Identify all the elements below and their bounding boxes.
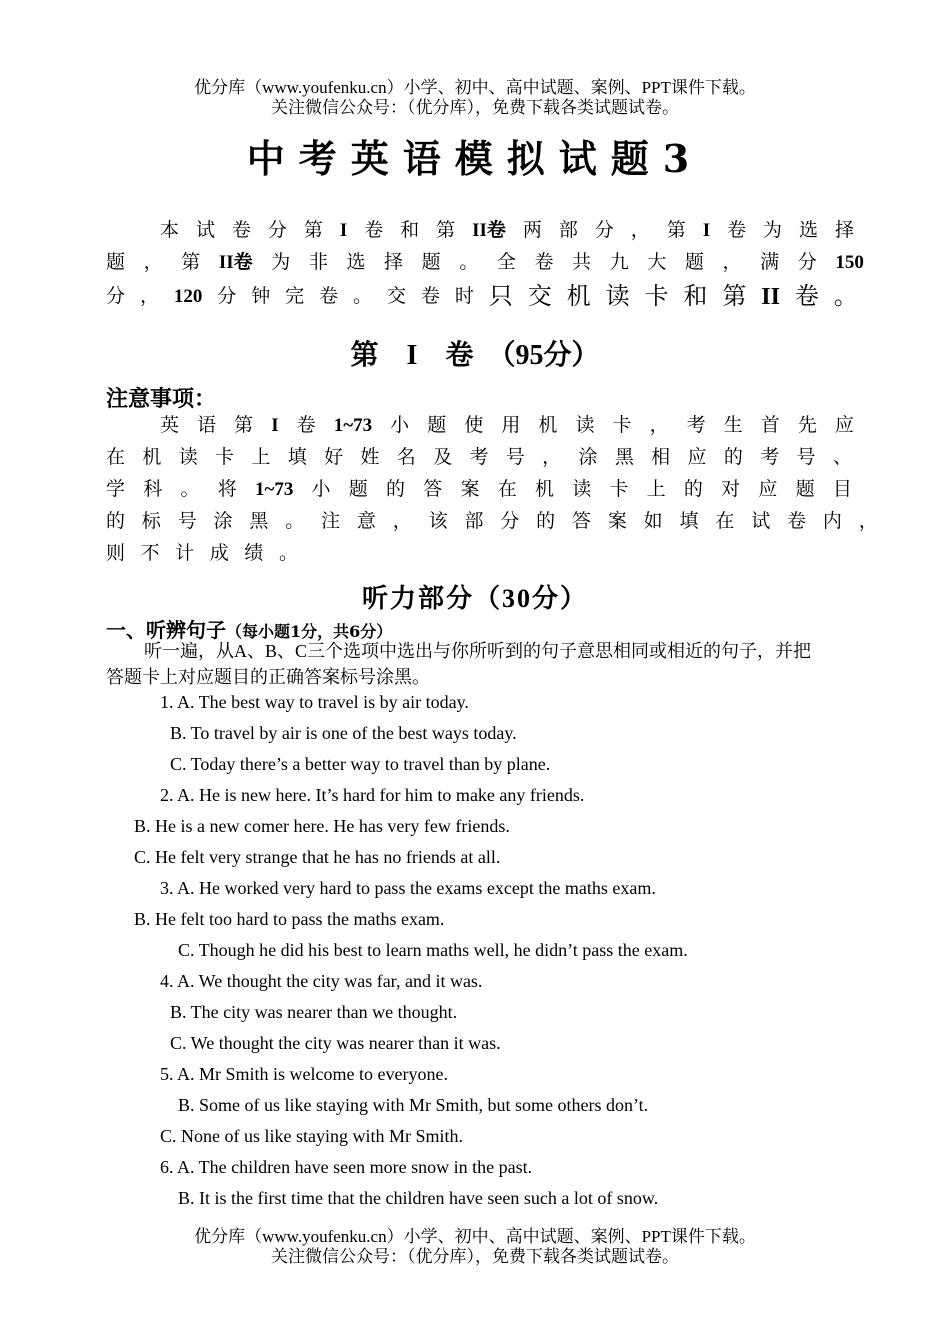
word-token: 读 — [575, 415, 595, 436]
word-token: 黑 — [614, 447, 634, 468]
word-token: 应 — [758, 479, 778, 500]
header-line-1: 优分库（www.youfenku.cn）小学、初中、高中试题、案例、PPT课件下载。 — [194, 78, 756, 97]
word-token: 计 — [175, 543, 195, 564]
question-3-c: C. Though he did his best to learn maths well, he didn’t pass the exam. — [178, 940, 688, 960]
word-token: 卷 — [319, 286, 339, 307]
word-token: ， — [858, 511, 878, 532]
word-token: 英 — [160, 415, 180, 436]
word-token: 则 — [106, 543, 126, 564]
question-4-a: 4. A. We thought the city was far, and it was. — [160, 971, 483, 991]
word-token: 机 — [566, 284, 591, 310]
word-token: ， — [392, 511, 412, 532]
question-3-a: 3. A. He worked very hard to pass the exams except the maths exam. — [160, 878, 656, 898]
word-token: 上 — [646, 479, 666, 500]
word-token: 非 — [308, 252, 328, 273]
word-token: 题 — [106, 252, 126, 273]
word-token: 第 — [234, 415, 254, 436]
question-4-b: B. The city was nearer than we thought. — [170, 1002, 458, 1022]
question-2-b: B. He is a new comer here. He has very few friends. — [134, 816, 510, 836]
part1-heading-text: 一、听辨句子 — [106, 618, 226, 642]
word-token: 1~73 — [333, 415, 373, 436]
word-token: 上 — [251, 447, 271, 468]
word-token: 卡 — [609, 479, 629, 500]
question-4-c: C. We thought the city was nearer than it was. — [170, 1033, 501, 1053]
word-token: 卷 — [534, 252, 554, 273]
word-token: 卡 — [644, 284, 669, 310]
word-token: 分 — [797, 252, 817, 273]
word-token: 。 — [459, 252, 479, 273]
word-token: 。 — [180, 479, 200, 500]
word-token: 名 — [396, 447, 416, 468]
word-token: 不 — [140, 543, 160, 564]
page-title: 中考英语模拟试题3 — [246, 136, 704, 181]
word-token: 择 — [384, 252, 404, 273]
word-token: 分 — [500, 511, 520, 532]
word-token: 卷 — [787, 511, 807, 532]
word-token: 读 — [178, 447, 198, 468]
word-token: 的 — [386, 479, 406, 500]
word-token: II卷 — [218, 252, 253, 273]
question-3-b: B. He felt too hard to pass the maths exam. — [134, 909, 445, 929]
word-token: 。 — [278, 543, 298, 564]
word-token: 目 — [832, 479, 852, 500]
word-token: 的 — [536, 511, 556, 532]
word-token: 先 — [797, 415, 817, 436]
word-token: 部 — [464, 511, 484, 532]
word-token: 完 — [285, 286, 305, 307]
word-token: 分 — [267, 220, 287, 241]
word-token: ， — [542, 447, 562, 468]
word-token: 卷 — [420, 286, 440, 307]
word-token: 机 — [538, 415, 558, 436]
word-token: 案 — [607, 511, 627, 532]
word-token: 钟 — [251, 286, 271, 307]
notice-line-3 — [106, 474, 852, 506]
word-token: 卡 — [215, 447, 235, 468]
word-token: 试 — [751, 511, 771, 532]
word-token: 择 — [834, 220, 854, 241]
word-token: 内 — [822, 511, 842, 532]
word-token: 题 — [427, 415, 447, 436]
word-token: 小 — [311, 479, 331, 500]
word-token: 该 — [428, 511, 448, 532]
intro-line-2 — [106, 246, 864, 280]
word-token: 应 — [687, 447, 707, 468]
word-token: 机 — [534, 479, 554, 500]
word-token: 及 — [433, 447, 453, 468]
word-token: ， — [630, 220, 650, 241]
word-token: 选 — [799, 220, 819, 241]
word-token: ， — [143, 252, 163, 273]
word-token: 部 — [558, 220, 578, 241]
word-token: 小 — [390, 415, 410, 436]
word-token: 如 — [643, 511, 663, 532]
word-token: 答 — [571, 511, 591, 532]
word-token: 绩 — [244, 543, 264, 564]
instruction-line-1: 听一遍，从A、B、C三个选项中选出与你所听到的句子意思相同或相近的句子，并把 — [144, 641, 812, 661]
word-token: 共 — [572, 252, 592, 273]
word-token: 成 — [209, 543, 229, 564]
word-token: 注 — [321, 511, 341, 532]
word-token: 考 — [469, 447, 489, 468]
word-token: 填 — [679, 511, 699, 532]
word-token: 将 — [217, 479, 237, 500]
word-token: 第 — [666, 220, 686, 241]
word-token: 黑 — [249, 511, 269, 532]
word-token: 时 — [454, 286, 474, 307]
word-token: 考 — [686, 415, 706, 436]
word-token: 卷 — [296, 415, 316, 436]
word-token: 1~73 — [254, 479, 294, 500]
notice-line-1 — [160, 410, 854, 442]
word-token: 两 — [522, 220, 542, 241]
word-token: 为 — [763, 220, 783, 241]
footer-line-2: 关注微信公众号：（优分库），免费下载各类试题试卷。 — [271, 1247, 679, 1266]
word-token: 语 — [197, 415, 217, 436]
intro-line-1 — [160, 214, 854, 248]
question-5-c: C. None of us like staying with Mr Smith. — [160, 1126, 463, 1146]
word-token: 大 — [647, 252, 667, 273]
word-token: 学 — [106, 479, 126, 500]
word-token: 卡 — [612, 415, 632, 436]
word-token: 第 — [722, 284, 747, 310]
part1-score-note: （每小题1分，共6分） — [226, 622, 393, 641]
question-2-c: C. He felt very strange that he has no friends at all. — [134, 847, 501, 867]
word-token: 意 — [356, 511, 376, 532]
word-token: 全 — [496, 252, 516, 273]
word-token: 号 — [796, 447, 816, 468]
question-6-a: 6. A. The children have seen more snow in the past. — [160, 1157, 533, 1177]
header-line-2: 关注微信公众号：（优分库），免费下载各类试题试卷。 — [271, 98, 679, 117]
word-token: 使 — [464, 415, 484, 436]
word-token: 标 — [141, 511, 161, 532]
word-token: 在 — [497, 479, 517, 500]
instruction-line-2: 答题卡上对应题目的正确答案标号涂黑。 — [106, 667, 430, 687]
question-5-a: 5. A. Mr Smith is welcome to everyone. — [160, 1064, 448, 1084]
word-token: 、 — [832, 447, 852, 468]
word-token: 试 — [195, 220, 215, 241]
word-token: ， — [722, 252, 742, 273]
word-token: I — [339, 220, 348, 241]
word-token: 对 — [721, 479, 741, 500]
word-token: 第 — [181, 252, 201, 273]
word-token: 读 — [605, 284, 630, 310]
word-token: 分 — [106, 286, 126, 307]
question-2-a: 2. A. He is new here. It’s hard for him to make any friends. — [160, 785, 585, 805]
word-token: 应 — [834, 415, 854, 436]
word-token: II — [761, 284, 780, 310]
word-token: 在 — [715, 511, 735, 532]
word-token: 在 — [106, 447, 126, 468]
word-token: I — [271, 415, 279, 436]
word-token: 的 — [683, 479, 703, 500]
word-token: 本 — [160, 220, 180, 241]
word-token: 分 — [594, 220, 614, 241]
word-token: 生 — [723, 415, 743, 436]
word-token: 满 — [760, 252, 780, 273]
word-token: 号 — [177, 511, 197, 532]
word-token: 第 — [436, 220, 456, 241]
word-token: 填 — [287, 447, 307, 468]
listening-title: 听力部分（30分） — [361, 584, 588, 613]
question-1-a: 1. A. The best way to travel is by air today. — [160, 692, 469, 712]
word-token: 九 — [609, 252, 629, 273]
word-token: 题 — [421, 252, 441, 273]
word-token: 题 — [684, 252, 704, 273]
word-token: 相 — [651, 447, 671, 468]
notice-line-2 — [106, 442, 852, 474]
word-token: 120 — [173, 286, 203, 307]
word-token: 只 — [488, 284, 513, 310]
word-token: 题 — [348, 479, 368, 500]
word-token: 题 — [795, 479, 815, 500]
word-token: II卷 — [472, 220, 506, 241]
word-token: 交 — [527, 284, 552, 310]
word-token: 分 — [217, 286, 237, 307]
notice-line-5 — [106, 538, 298, 570]
footer-line-1: 优分库（www.youfenku.cn）小学、初中、高中试题、案例、PPT课件下载。 — [194, 1227, 756, 1246]
word-token: 案 — [460, 479, 480, 500]
word-token: 卷 — [727, 220, 747, 241]
section-1-title: 第 I 卷 （95分） — [350, 340, 600, 371]
word-token: 的 — [106, 511, 126, 532]
word-token: 号 — [505, 447, 525, 468]
notice-heading: 注意事项： — [106, 387, 217, 412]
word-token: 姓 — [360, 447, 380, 468]
word-token: 。 — [285, 511, 305, 532]
word-token: 首 — [760, 415, 780, 436]
word-token: 读 — [572, 479, 592, 500]
word-token: 。 — [353, 286, 373, 307]
word-token: 交 — [386, 286, 406, 307]
notice-line-4 — [106, 506, 878, 538]
word-token: 的 — [723, 447, 743, 468]
word-token: 卷 — [794, 284, 819, 310]
question-6-b: B. It is the first time that the children have seen such a lot of snow. — [178, 1188, 659, 1208]
word-token: ， — [139, 286, 159, 307]
question-1-c: C. Today there’s a better way to travel than by plane. — [170, 754, 551, 774]
word-token: I — [702, 220, 711, 241]
word-token: 答 — [423, 479, 443, 500]
word-token: 涂 — [213, 511, 233, 532]
word-token: 为 — [271, 252, 291, 273]
word-token: 卷 — [364, 220, 384, 241]
intro-line-3 — [106, 280, 858, 314]
word-token: 。 — [833, 284, 858, 310]
word-token: 涂 — [578, 447, 598, 468]
word-token: 150 — [835, 252, 864, 273]
word-token: 用 — [501, 415, 521, 436]
word-token: 机 — [142, 447, 162, 468]
word-token: 第 — [303, 220, 323, 241]
word-token: 和 — [400, 220, 420, 241]
word-token: ， — [649, 415, 669, 436]
word-token: 和 — [683, 284, 708, 310]
word-token: 卷 — [231, 220, 251, 241]
word-token: 考 — [760, 447, 780, 468]
question-5-b: B. Some of us like staying with Mr Smith, but some others don’t. — [178, 1095, 649, 1115]
question-1-b: B. To travel by air is one of the best ways today. — [170, 723, 517, 743]
word-token: 好 — [324, 447, 344, 468]
word-token: 选 — [346, 252, 366, 273]
word-token: 科 — [143, 479, 163, 500]
